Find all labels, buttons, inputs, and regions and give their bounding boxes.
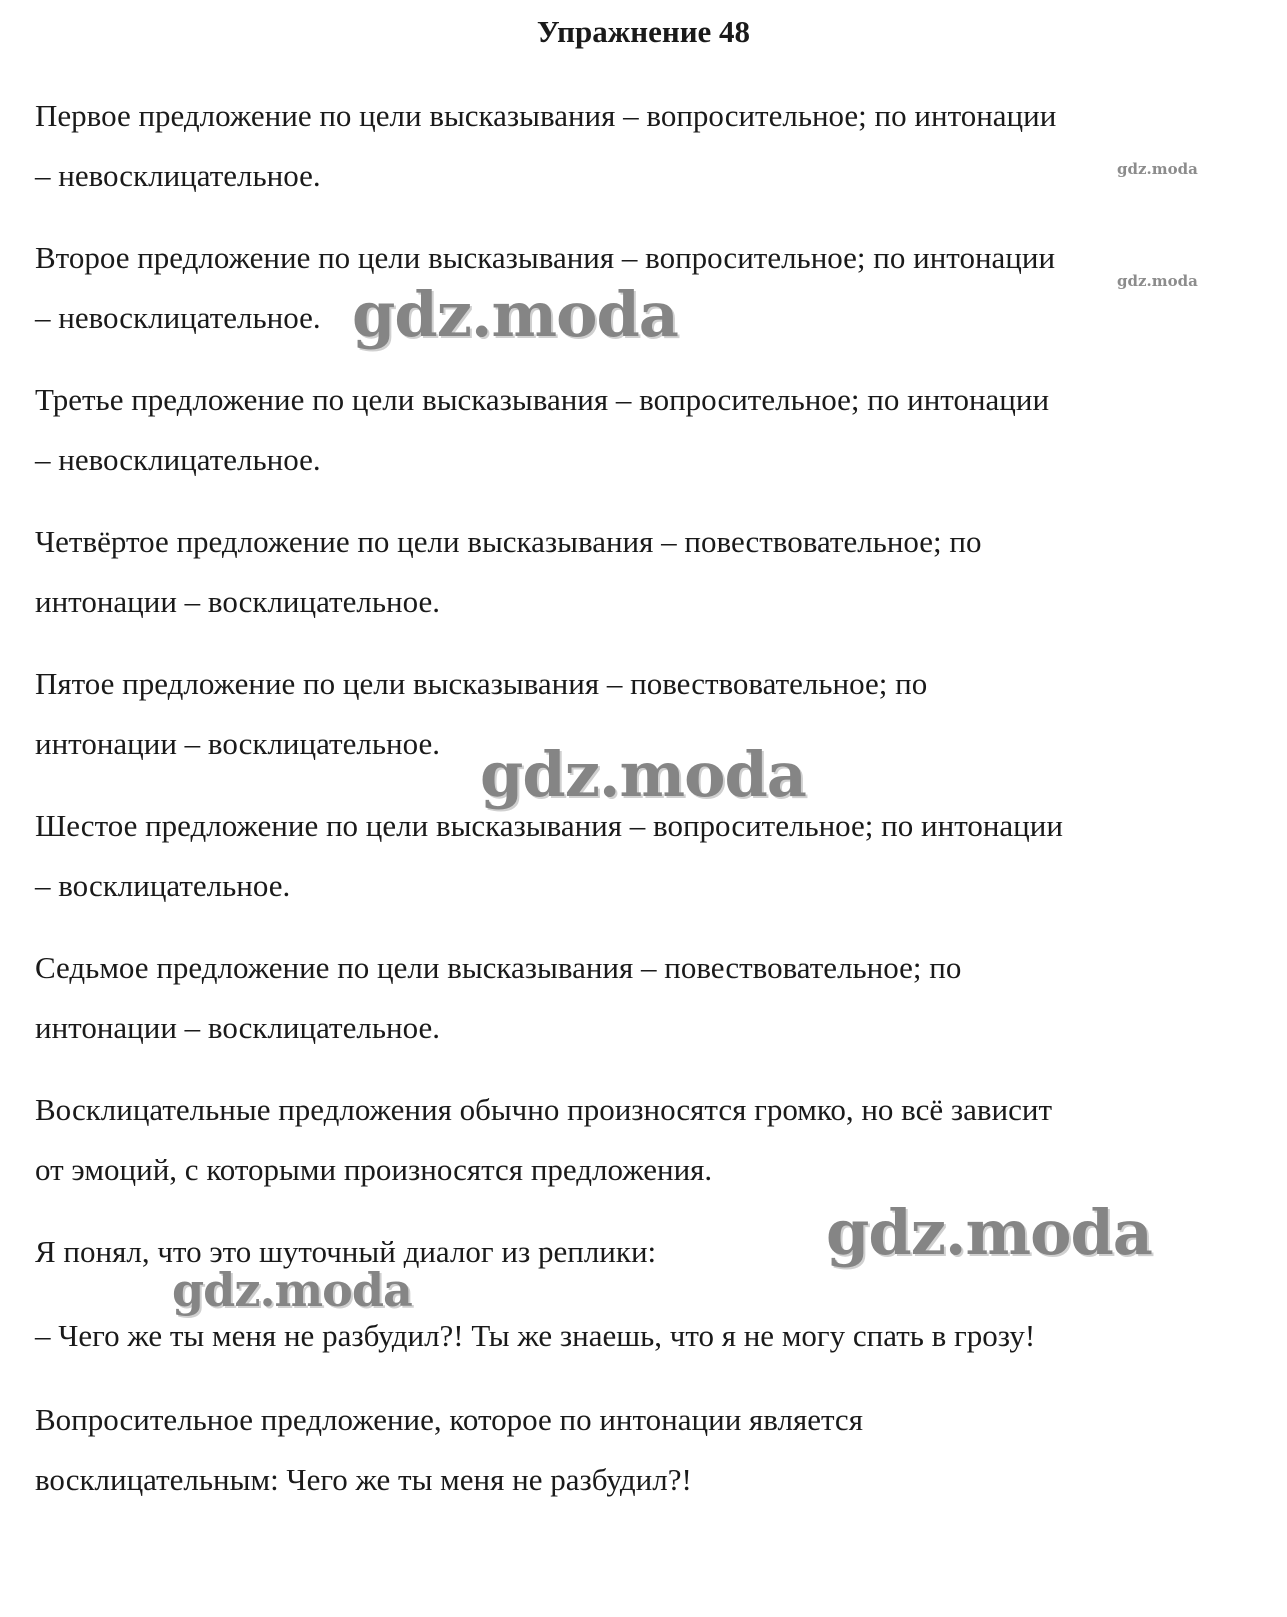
watermark-small: gdz.moda [1117, 272, 1198, 290]
paragraph-line: Второе предложение по цели высказывания – вопросительное; по интонации [35, 240, 1056, 275]
paragraph-line: восклицательным: Чего же ты меня не разбудил?! [35, 1462, 692, 1497]
paragraph-line: интонации – восклицательное. [35, 1010, 440, 1045]
paragraph-line: Первое предложение по цели высказывания – вопросительное; по интонации [35, 98, 1057, 133]
paragraph-line: Третье предложение по цели высказывания – вопросительное; по интонации [35, 382, 1050, 417]
paragraph-conclusion [35, 1390, 1235, 1510]
paragraph-line: интонации – восклицательное. [35, 584, 440, 619]
paragraph-line: – невосклицательное. [35, 158, 321, 193]
paragraph-6 [35, 796, 1235, 916]
paragraph-line: Четвёртое предложение по цели высказывания – повествовательное; по [35, 524, 982, 559]
paragraph-3 [35, 370, 1235, 490]
paragraph-7 [35, 938, 1235, 1058]
paragraph-4 [35, 512, 1235, 632]
watermark-small: gdz.moda [1117, 160, 1198, 178]
paragraph-line: Восклицательные предложения обычно произносятся громко, но всё зависит [35, 1092, 1053, 1127]
paragraph-line: Я понял, что это шуточный диалог из реплики: [35, 1234, 657, 1269]
paragraph-1 [35, 86, 1235, 206]
paragraph-line: – невосклицательное. [35, 300, 321, 335]
watermark-large: gdz.moda [352, 278, 678, 351]
paragraph-line: от эмоций, с которыми произносятся предложения. [35, 1152, 713, 1187]
paragraph-line: Пятое предложение по цели высказывания – повествовательное; по [35, 666, 928, 701]
paragraph-line: Седьмое предложение по цели высказывания – повествовательное; по [35, 950, 962, 985]
paragraph-line: Шестое предложение по цели высказывания – вопросительное; по интонации [35, 808, 1063, 843]
paragraph-line: интонации – восклицательное. [35, 726, 440, 761]
paragraph-line: – невосклицательное. [35, 442, 321, 477]
watermark-large: gdz.moda [480, 738, 806, 811]
watermark-medium: gdz.moda [172, 1263, 412, 1317]
paragraph-line: – восклицательное. [35, 868, 291, 903]
paragraph-line: – Чего же ты меня не разбудил?! Ты же знаешь, что я не могу спать в грозу! [35, 1318, 1036, 1353]
page-title: Упражнение 48 [536, 14, 751, 49]
paragraph-8 [35, 1080, 1235, 1200]
paragraph-line: Вопросительное предложение, которое по интонации является [35, 1402, 863, 1437]
watermark-large: gdz.moda [826, 1196, 1152, 1269]
